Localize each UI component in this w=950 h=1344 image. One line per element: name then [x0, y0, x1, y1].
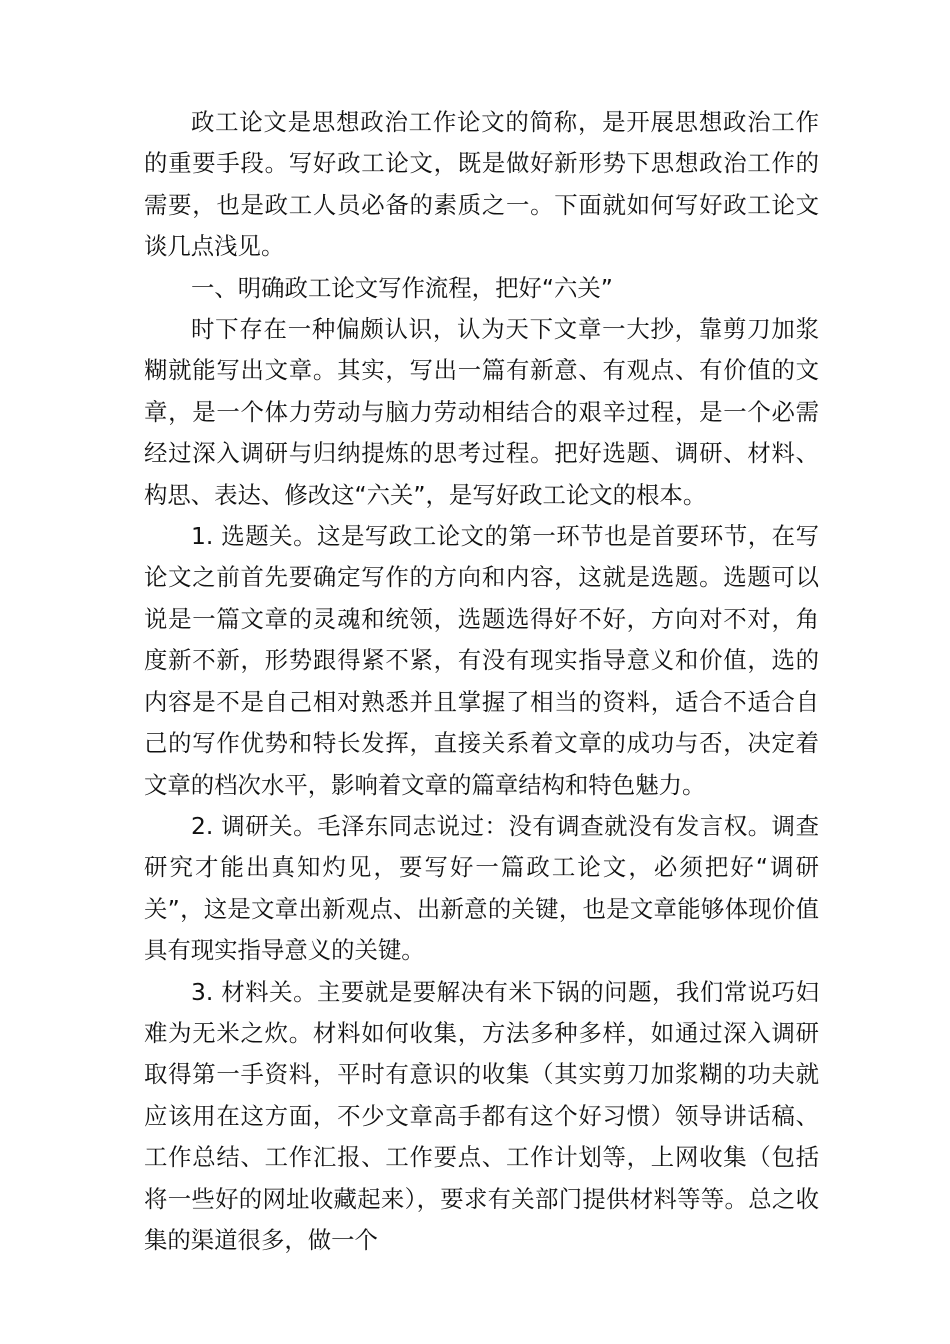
intro-paragraph: 政工论文是思想政治工作论文的简称，是开展思想政治工作的重要手段。写好政工论文，既是做好新形势下思想政治工作的需要，也是政工人员必备的素质之一。下面就如何写好政工论文谈几点浅见。: [144, 108, 819, 261]
section-intro-paragraph: 时下存在一种偏颇认识，认为天下文章一大抄，靠剪刀加浆糊就能写出文章。其实，写出一篇有新意、有观点、有价值的文章，是一个体力劳动与脑力劳动相结合的艰辛过程，是一个必需经过深入调研与归纳提炼的思考过程。把好选题、调研、材料、构思、表达、修改这“六关”，是写好政工论文的根本。: [144, 315, 819, 509]
section-heading: 一、明确政工论文写作流程，把好“六关”: [191, 273, 613, 302]
document-body: [144, 102, 819, 1261]
topic-selection-paragraph: 1. 选题关。这是写政工论文的第一环节也是首要环节，在写论文之前首先要确定写作的方向和内容，这就是选题。选题可以说是一篇文章的灵魂和统领，选题选得好不好，方向对不对，角度新不新，形势跟得紧不紧，有没有现实指导意义和价值，选的内容是不是自己相对熟悉并且掌握了相当的资料，适合不适合自己的写作优势和特长发挥，直接关系着文章的成功与否，决定着文章的档次水平，影响着文章的篇章结构和特色魅力。: [144, 522, 819, 799]
research-paragraph: 2. 调研关。毛泽东同志说过：没有调查就没有发言权。调查研究才能出真知灼见，要写好一篇政工论文，必须把好“调研关”，这是文章出新观点、出新意的关键，也是文章能够体现价值具有现实指导意义的关键。: [144, 811, 819, 965]
materials-paragraph: 3. 材料关。主要就是要解决有米下锅的问题，我们常说巧妇难为无米之炊。材料如何收集，方法多种多样，如通过深入调研取得第一手资料，平时有意识的收集（其实剪刀加浆糊的功夫就应该用在这方面，不少文章高手都有这个好习惯）领导讲话稿、工作总结、工作汇报、工作要点、工作计划等，上网收集（包括将一些好的网址收藏起来），要求有关部门提供材料等等。总之收集的渠道很多，做一个: [144, 977, 819, 1254]
